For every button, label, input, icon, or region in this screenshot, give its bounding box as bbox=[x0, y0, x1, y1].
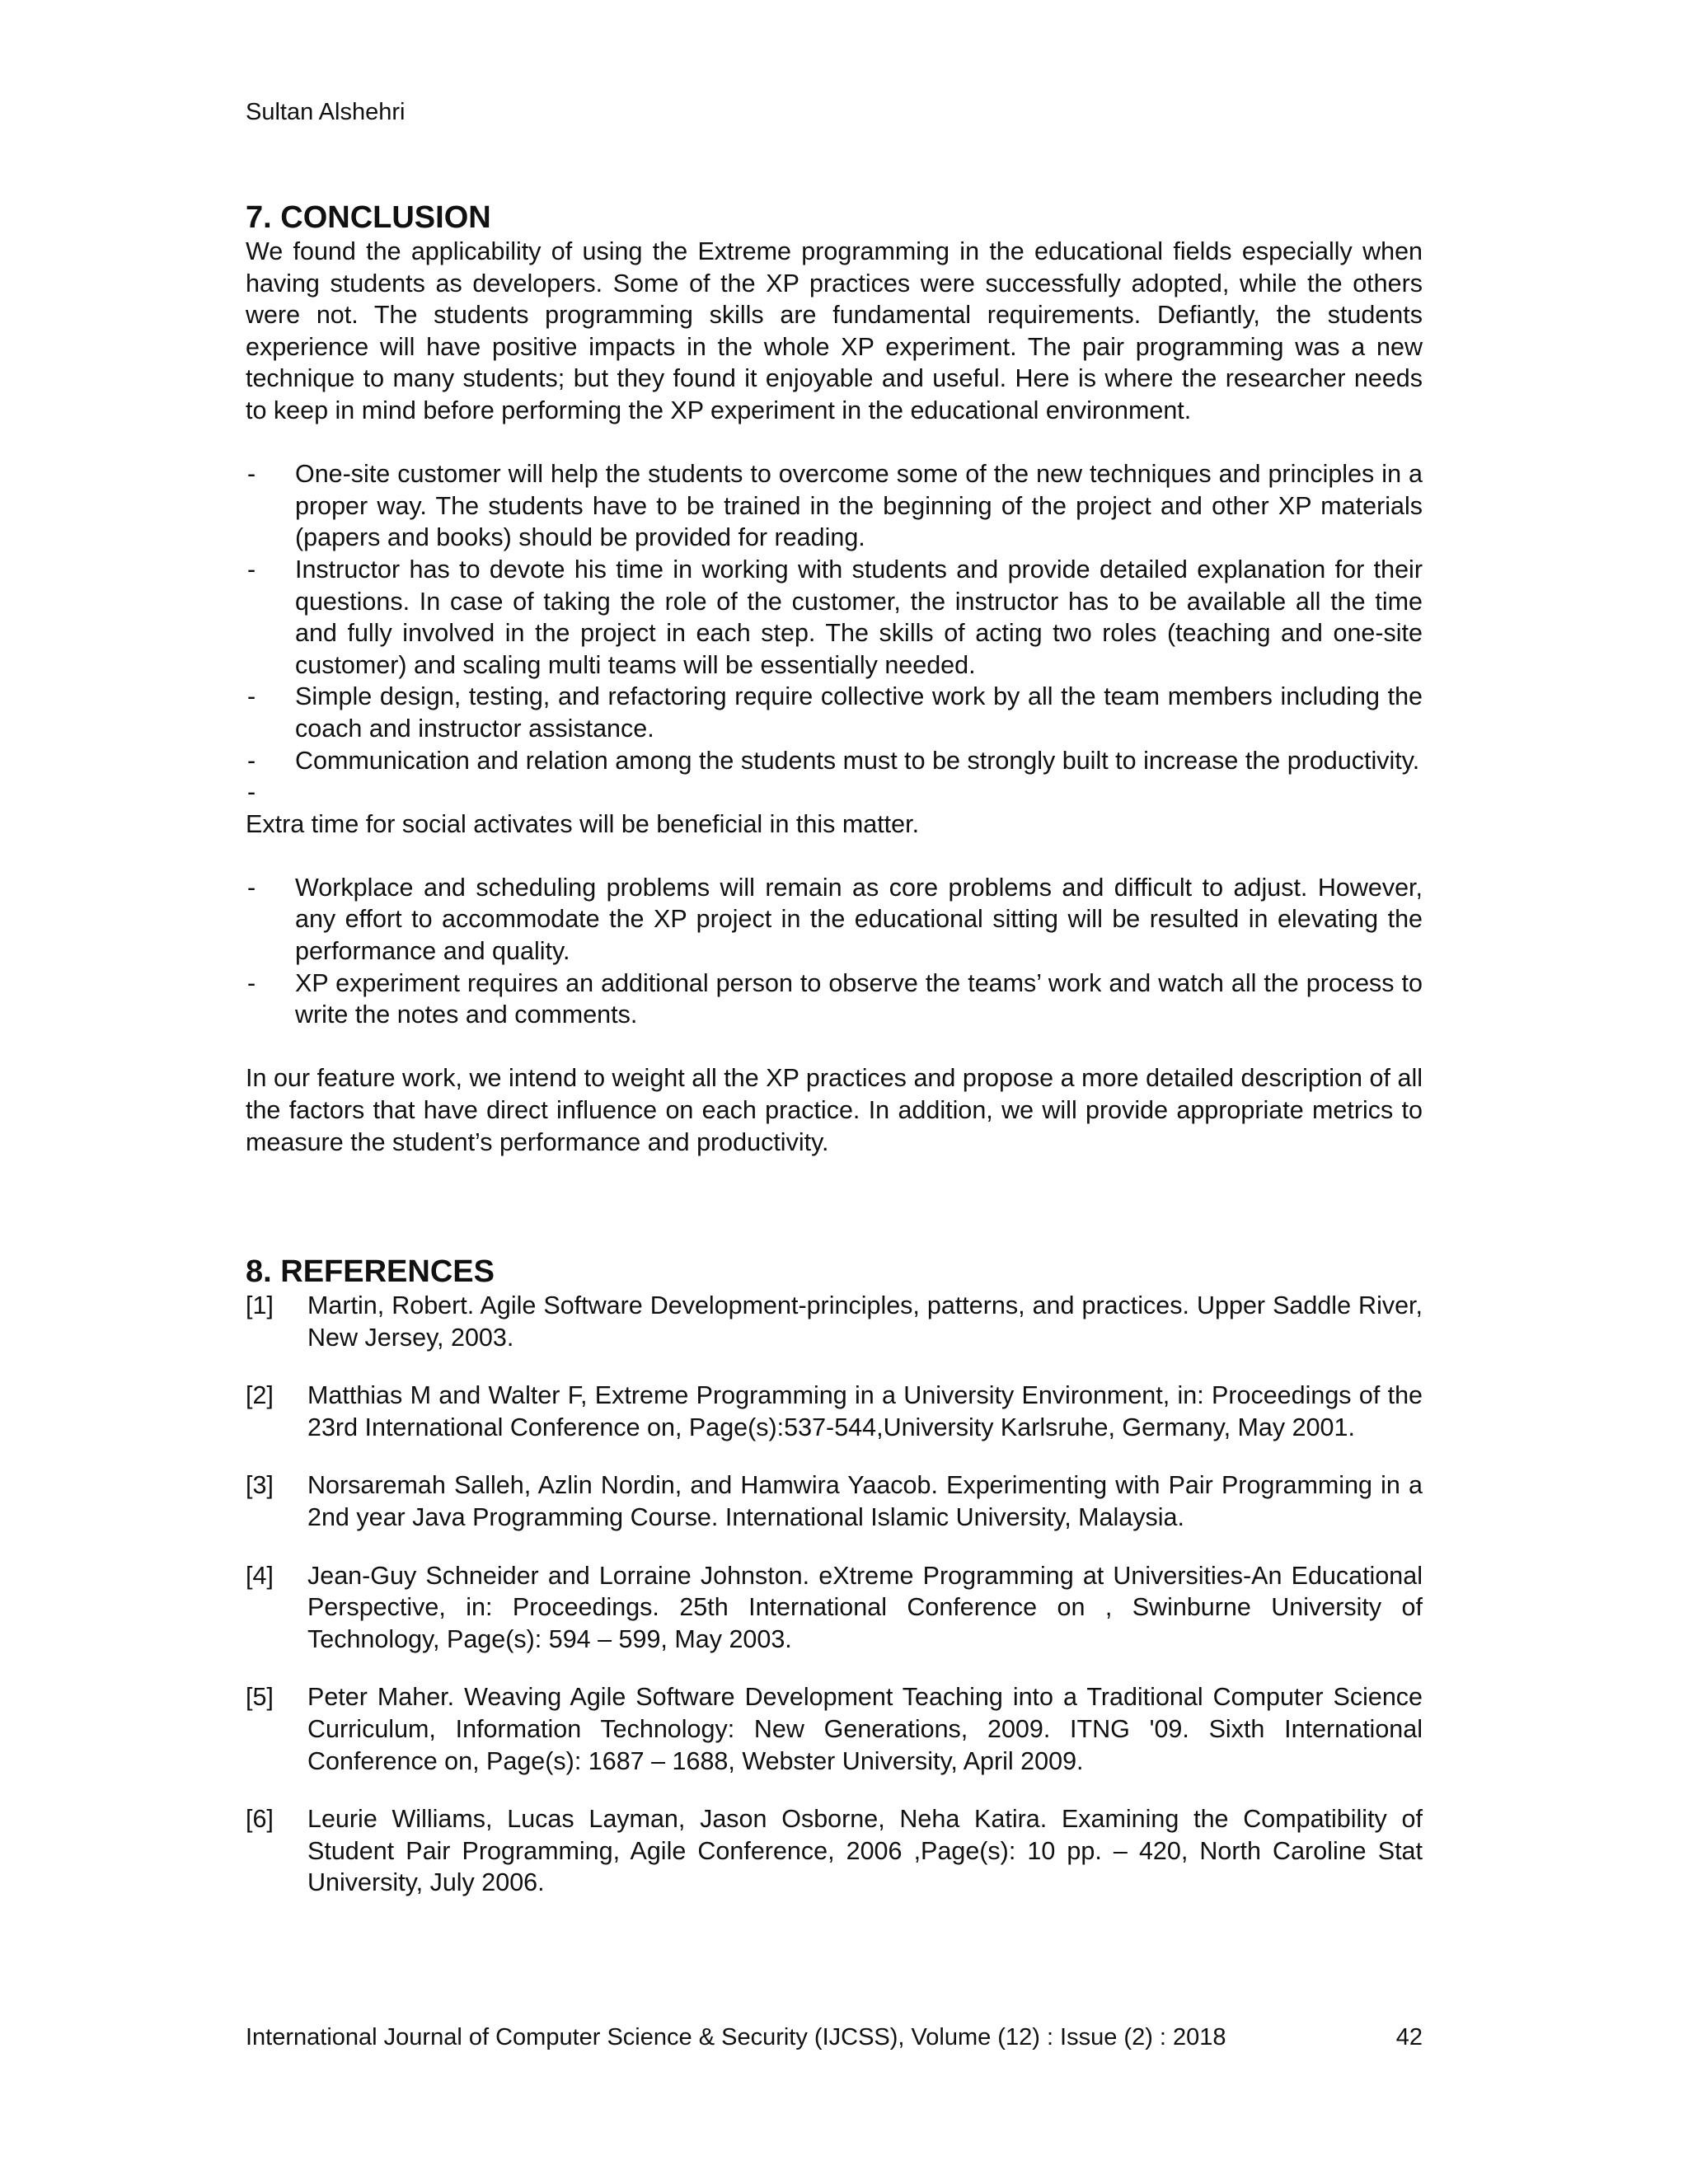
conclusion-paragraph: We found the applicability of using the Extreme programming in the educational fields especially when having students as developers. Some of the XP practices were successfully adopted, while the others were not. The students programming skills are fundamental requirements. Defiantly, the students experience will have positive impacts in the whole XP experiment. The pair programming was a new technique to many students; but they found it enjoyable and useful. Here is where the researcher needs to keep in mind before performing the XP experiment in the educational environment. bbox=[246, 237, 1423, 424]
bullet-marker: - bbox=[247, 682, 256, 711]
running-header-author: Sultan Alshehri bbox=[246, 99, 406, 125]
reference-number: [6] bbox=[246, 1805, 274, 1834]
bullet-marker: - bbox=[247, 968, 256, 997]
empty-bullet-marker: - bbox=[247, 778, 256, 807]
reference-item bbox=[246, 1290, 1423, 1353]
reference-text: Peter Maher. Weaving Agile Software Development Teaching into a Traditional Computer Science Curriculum, Information Technology: New Generations, 2009. ITNG '09. Sixth International Conference on, Page(s): 1687 – 1688, Webster University, April 2009. bbox=[307, 1683, 1423, 1775]
list-item-text: XP experiment requires an additional person to observe the teams’ work and watch all the process to write the notes and comments. bbox=[295, 968, 1423, 1029]
page-number: 42 bbox=[1395, 2024, 1423, 2050]
list-item bbox=[246, 872, 1423, 968]
reference-text: Matthias M and Walter F, Extreme Programming in a University Environment, in: Proceedings of the 23rd International Conference on, Page(s):537-544,University Karlsruhe, Germany, May 2001. bbox=[307, 1381, 1423, 1441]
footer-journal-citation: International Journal of Computer Science & Security (IJCSS), Volume (12) : Issue (2) : 2018 bbox=[246, 2024, 1226, 2050]
bullet-marker: - bbox=[247, 873, 256, 902]
reference-list bbox=[246, 1290, 1423, 1899]
reference-text: Leurie Williams, Lucas Layman, Jason Osborne, Neha Katira. Examining the Compatibility of Student Pair Programming, Agile Conference, 2006 ,Page(s): 10 pp. – 420, North Caroline Stat University, July 2006. bbox=[307, 1805, 1423, 1897]
reference-number: [4] bbox=[246, 1561, 274, 1590]
page-footer bbox=[246, 2021, 1423, 2054]
reference-number: [5] bbox=[246, 1683, 274, 1712]
list-item bbox=[246, 554, 1423, 681]
list-item bbox=[246, 968, 1423, 1031]
references-heading: 8. REFERENCES bbox=[246, 1254, 495, 1289]
reference-text: Norsaremah Salleh, Azlin Nordin, and Hamwira Yaacob. Experimenting with Pair Programming in a 2nd year Java Programming Course. International Islamic University, Malaysia. bbox=[307, 1471, 1423, 1531]
bullet-marker: - bbox=[247, 555, 256, 583]
bullet-marker: - bbox=[247, 746, 256, 775]
reference-text: Jean-Guy Schneider and Lorraine Johnston. eXtreme Programming at Universities-An Educational Perspective, in: Proceedings. 25th International Conference on , Swinburne University of Technology, Page(s): 594 – 599, May 2003. bbox=[307, 1561, 1423, 1653]
list-item-text: Workplace and scheduling problems will remain as core problems and difficult to adjust. However, any effort to accommodate the XP project in the educational sitting will be resulted in elevating the performance and quality. bbox=[295, 873, 1423, 966]
spacer bbox=[246, 427, 1423, 459]
list-item bbox=[246, 681, 1423, 744]
recommendation-list-b bbox=[246, 872, 1423, 1031]
list-item-text: Simple design, testing, and refactoring require collective work by all the team members including the coach and instructor assistance. bbox=[295, 682, 1423, 743]
spacer bbox=[246, 1031, 1423, 1063]
reference-item bbox=[246, 1469, 1423, 1533]
bullet-marker: - bbox=[247, 460, 256, 489]
reference-item bbox=[246, 1803, 1423, 1899]
reference-item bbox=[246, 1681, 1423, 1777]
list-item-text: One-site customer will help the students to overcome some of the new techniques and principles in a proper way. The students have to be trained in the beginning of the project and other XP materials (papers and books) should be provided for reading. bbox=[295, 460, 1423, 552]
reference-number: [2] bbox=[246, 1381, 274, 1410]
reference-number: [1] bbox=[246, 1291, 274, 1319]
reference-item bbox=[246, 1560, 1423, 1656]
extra-time-line: Extra time for social activates will be beneficial in this matter. bbox=[246, 809, 920, 838]
conclusion-heading: 7. CONCLUSION bbox=[246, 200, 491, 235]
recommendation-list-a bbox=[246, 458, 1423, 776]
conclusion-section bbox=[246, 199, 1423, 1158]
list-item-text: Instructor has to devote his time in working with students and provide detailed explanation for their questions. In case of taking the role of the customer, the instructor has to be available all the time and fully involved in the project in each step. The skills of acting two roles (teaching and one-site customer) and scaling multi teams will be essentially needed. bbox=[295, 555, 1423, 679]
references-section bbox=[246, 1254, 1423, 1925]
spacer bbox=[246, 840, 1423, 872]
list-item-text: Communication and relation among the students must to be strongly built to increase the productivity. bbox=[295, 746, 1420, 775]
list-item bbox=[246, 745, 1423, 777]
paper-page bbox=[246, 0, 1423, 2184]
future-work-paragraph: In our feature work, we intend to weight all the XP practices and propose a more detailed description of all the factors that have direct influence on each practice. In addition, we will provide appropriate metrics to measure the student’s performance and productivity. bbox=[246, 1064, 1423, 1156]
list-item bbox=[246, 458, 1423, 554]
reference-number: [3] bbox=[246, 1471, 274, 1500]
reference-item bbox=[246, 1380, 1423, 1443]
reference-text: Martin, Robert. Agile Software Development-principles, patterns, and practices. Upper Saddle River, New Jersey, 2003. bbox=[307, 1291, 1423, 1352]
